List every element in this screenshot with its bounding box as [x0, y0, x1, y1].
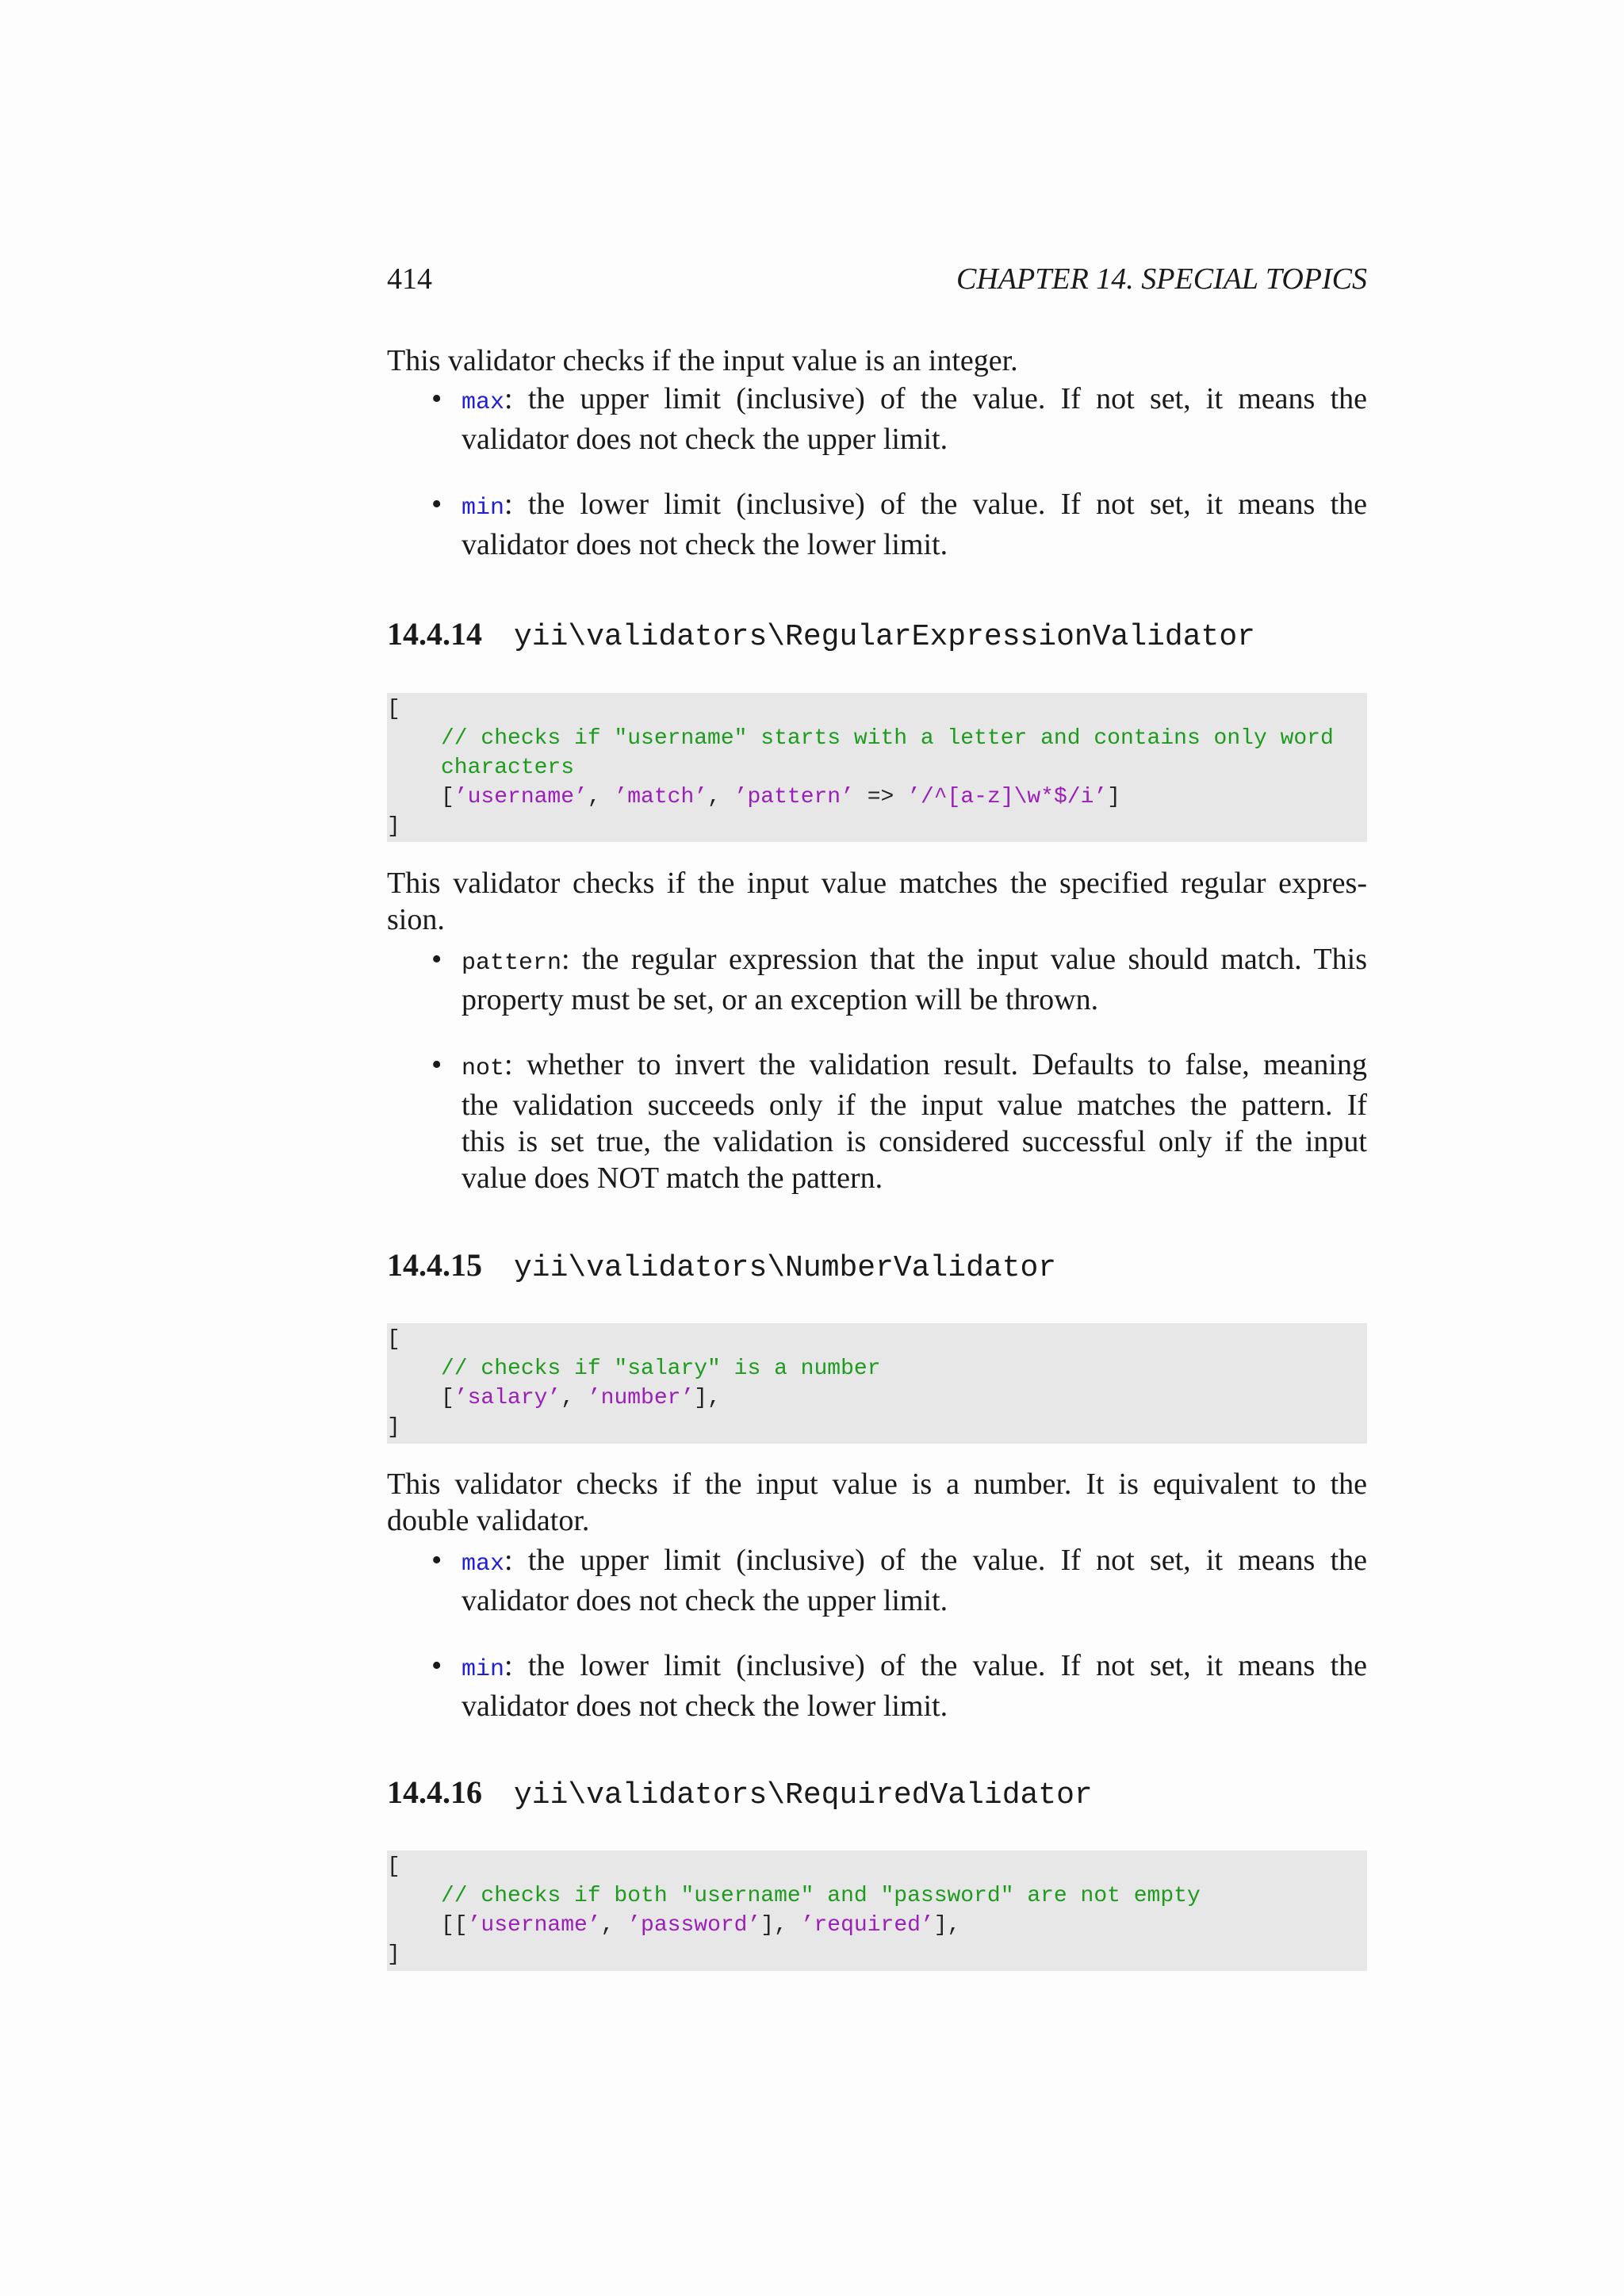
code-punc: ]	[1107, 785, 1120, 809]
code-string: ’username’	[467, 1913, 601, 1938]
code-line: [	[387, 697, 400, 721]
param-desc: : the lower limit (inclusive) of the value. If not set, it means the	[504, 1649, 1367, 1682]
section-number: 14.4.16	[387, 1774, 482, 1810]
param-desc-cont: validator does not check the upper limit.	[462, 423, 948, 456]
param-name: not	[462, 1055, 505, 1082]
section-number: 14.4.14	[387, 616, 482, 652]
code-block-required	[387, 1850, 1367, 1971]
bullet-dot: •	[431, 382, 442, 415]
code-string: ’number’	[587, 1386, 695, 1410]
code-string: ’pattern’	[733, 785, 854, 809]
number-intro-line-2: double validator.	[387, 1504, 590, 1537]
code-line: ]	[387, 1415, 400, 1440]
section-title: yii\validators\NumberValidator	[514, 1251, 1057, 1285]
code-string: ’match’	[614, 785, 708, 809]
code-punc: ,	[587, 785, 615, 809]
code-line	[387, 783, 1367, 812]
code-line	[387, 1911, 1367, 1940]
param-desc-cont: validator does not check the lower limit.	[462, 1689, 948, 1723]
code-line: ]	[387, 1942, 400, 1967]
code-punc: ,	[600, 1913, 628, 1938]
param-desc: : the upper limit (inclusive) of the value. If not set, it means the	[504, 1544, 1367, 1577]
code-block-number	[387, 1323, 1367, 1444]
chapter-title: CHAPTER 14. SPECIAL TOPICS	[956, 262, 1367, 296]
param-desc: : the lower limit (inclusive) of the value. If not set, it means the	[504, 488, 1367, 521]
code-comment: // checks if "username" starts with a letter and contains only word	[441, 726, 1334, 751]
bullet-dot: •	[431, 1649, 442, 1682]
running-header	[387, 258, 1367, 300]
bullet-item-min	[431, 1647, 1367, 1724]
code-string: ’password’	[627, 1913, 761, 1938]
bullet-item-max	[431, 381, 1367, 457]
param-name: min	[462, 495, 505, 522]
number-intro-line: This validator checks if the input value is a number. It is equivalent to the	[387, 1468, 1367, 1501]
section-heading-14-4-15	[387, 1243, 1367, 1288]
code-string: ’/^[a-z]\w*$/i’	[907, 785, 1108, 809]
section-heading-14-4-14	[387, 612, 1367, 656]
document-page	[387, 0, 1367, 2296]
code-line: ]	[387, 814, 400, 839]
bullet-item-max	[431, 1542, 1367, 1619]
param-name: pattern	[462, 950, 562, 977]
section-title: yii\validators\RegularExpressionValidator	[514, 620, 1255, 654]
code-punc: =>	[853, 785, 908, 809]
section-title: yii\validators\RequiredValidator	[514, 1778, 1093, 1812]
code-line: [	[387, 1854, 400, 1879]
param-name: min	[462, 1656, 505, 1683]
code-string: ’username’	[454, 785, 588, 809]
code-block-regex	[387, 693, 1367, 842]
code-punc: ],	[694, 1386, 721, 1410]
param-desc-cont: the validation succeeds only if the input value matches the pattern. If	[462, 1089, 1367, 1122]
bullet-item-min	[431, 486, 1367, 563]
param-desc: : the regular expression that the input value should match. This	[561, 943, 1367, 976]
code-comment: characters	[441, 756, 575, 780]
param-desc-cont: validator does not check the upper limit.	[462, 1584, 948, 1617]
param-desc-cont: property must be set, or an exception will be thrown.	[462, 983, 1099, 1016]
regex-intro-line: This validator checks if the input value matches the specified regular expres-	[387, 867, 1367, 900]
code-string: ’required’	[800, 1913, 934, 1938]
code-punc: [[	[441, 1913, 468, 1938]
integer-intro: This validator checks if the input value is an integer.	[387, 344, 1018, 377]
code-punc: ,	[561, 1386, 588, 1410]
code-comment: // checks if "salary" is a number	[441, 1357, 881, 1381]
code-punc: ],	[933, 1913, 961, 1938]
param-desc-cont: this is set true, the validation is considered successful only if the input	[462, 1125, 1367, 1158]
code-punc: ,	[707, 785, 734, 809]
param-name: max	[462, 1551, 505, 1578]
bullet-dot: •	[431, 943, 442, 976]
page-number: 414	[387, 262, 432, 296]
section-number: 14.4.15	[387, 1247, 482, 1283]
code-punc: [	[441, 785, 454, 809]
param-name: max	[462, 389, 505, 416]
code-punc: [	[441, 1386, 454, 1410]
code-line: [	[387, 1327, 400, 1352]
bullet-item-not	[431, 1047, 1367, 1196]
code-string: ’salary’	[454, 1386, 561, 1410]
code-punc: ],	[760, 1913, 801, 1938]
section-heading-14-4-16	[387, 1770, 1367, 1815]
param-desc: : whether to invert the validation result. Defaults to false, meaning	[504, 1048, 1367, 1081]
param-desc: : the upper limit (inclusive) of the value. If not set, it means the	[504, 382, 1367, 415]
bullet-dot: •	[431, 488, 442, 521]
bullet-item-pattern	[431, 941, 1367, 1018]
bullet-dot: •	[431, 1544, 442, 1577]
regex-intro-line-2: sion.	[387, 903, 445, 936]
bullet-dot: •	[431, 1048, 442, 1081]
code-comment: // checks if both "username" and "password" are not empty	[441, 1884, 1201, 1908]
code-line	[387, 1383, 1367, 1413]
param-desc-cont: validator does not check the lower limit.	[462, 528, 948, 561]
param-desc-cont: value does NOT match the pattern.	[462, 1161, 883, 1195]
